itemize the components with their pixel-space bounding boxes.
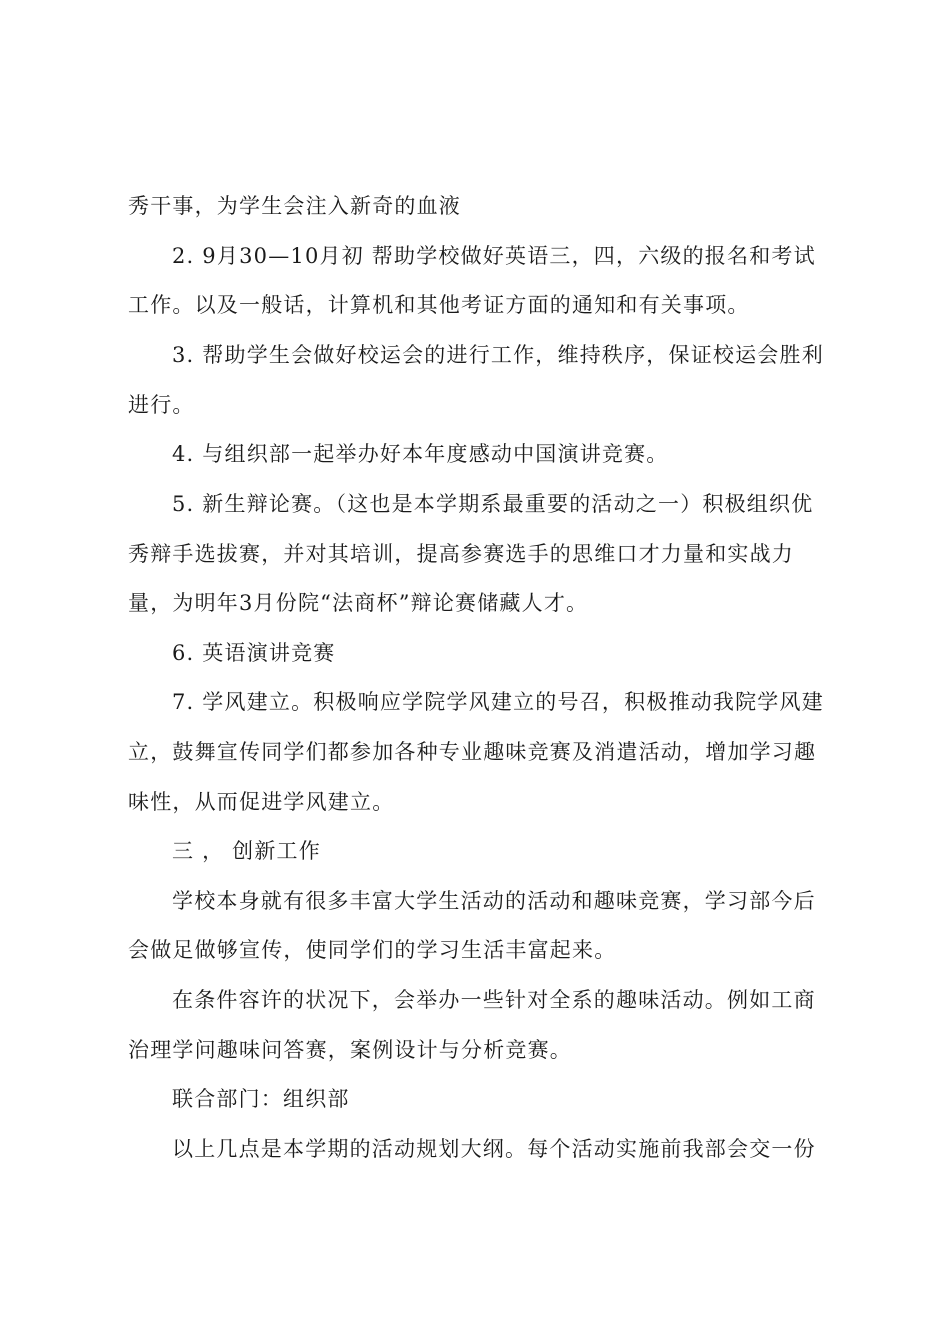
text-line-2: 2. 9月30—10月初 帮助学校做好英语三，四，六级的报名和考试: [172, 244, 816, 268]
text-line-15: 学校本身就有很多丰富大学生活动的活动和趣味竞赛，学习部今后: [172, 889, 816, 913]
text-line-8: 秀辩手选拔赛，并对其培训，提高参赛选手的思维口才力量和实战力: [128, 542, 794, 566]
text-line-4: 3. 帮助学生会做好校运会的进行工作，维持秩序，保证校运会胜利: [172, 343, 824, 367]
text-line-17: 在条件容许的状况下，会举办一些针对全系的趣味活动。例如工商: [172, 988, 816, 1012]
text-line-12: 立，鼓舞宣传同学们都参加各种专业趣味竞赛及消遣活动，增加学习趣: [128, 740, 817, 764]
text-line-16: 会做足做够宣传，使同学们的学习生活丰富起来。: [128, 938, 617, 962]
text-line-5: 进行。: [128, 393, 195, 417]
text-line-9: 量，为明年3月份院“法商杯”辩论赛储藏人才。: [128, 591, 589, 615]
text-line-10: 6. 英语演讲竞赛: [172, 641, 336, 665]
text-line-13: 味性，从而促进学风建立。: [128, 790, 395, 814]
text-line-14: 三 ， 创新工作: [172, 839, 321, 863]
text-line-18: 治理学问趣味问答赛，案例设计与分析竞赛。: [128, 1038, 572, 1062]
text-line-1: 秀干事，为学生会注入新奇的血液: [128, 194, 461, 218]
text-line-3: 工作。以及一般话，计算机和其他考证方面的通知和有关事项。: [128, 293, 750, 317]
text-line-6: 4. 与组织部一起举办好本年度感动中国演讲竞赛。: [172, 442, 669, 466]
text-line-19: 联合部门：组织部: [172, 1087, 350, 1111]
text-line-7: 5. 新生辩论赛。（这也是本学期系最重要的活动之一）积极组织优: [172, 492, 814, 516]
text-line-11: 7. 学风建立。积极响应学院学风建立的号召，积极推动我院学风建: [172, 690, 824, 714]
text-line-20: 以上几点是本学期的活动规划大纲。每个活动实施前我部会交一份: [172, 1137, 816, 1161]
